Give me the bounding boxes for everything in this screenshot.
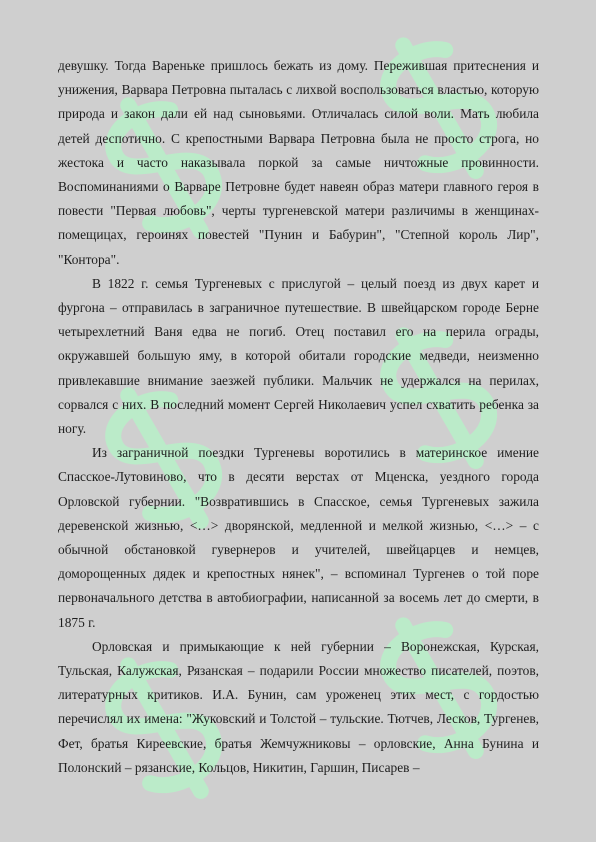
- paragraph: В 1822 г. семья Тургеневых с прислугой – целый поезд из двух карет и фургона – отправилась в заграничное путешествие. В швейцарском городе Берне четырехлетний Ваня едва не погиб. Отец поставил его на перила ограды, окружавшей большую яму, в которой обитали городские медведи, неизменно привлекавшие внимание заезжей публики. Мальчик не удержался на перилах, сорвался с них. В последний момент Сергей Николаевич успел схватить ребенка за ногу.: [58, 275, 539, 437]
- paragraph: Орловская и примыкающие к ней губернии – Воронежская, Курская, Тульская, Калужская, Рязанская – подарили России множество писателей, поэтов, литературных критиков. И.А. Бунин, сам уроженец этих мест, с гордостью перечислял их имена: "Жуковский и Толстой – тульские. Тютчев, Лесков, Тургенев, Фет, братья Киреевские, братья Жемчужниковы – орловские, Анна Бунина и Полонский – рязанские, Кольцов, Никитин, Гаршин, Писарев –: [58, 638, 539, 775]
- document-body: [58, 54, 539, 780]
- paragraph: девушку. Тогда Вареньке пришлось бежать из дому. Пережившая притеснения и унижения, Варвара Петровна пыталась с лихвой воспользоваться властью, которую природа и закон дали ей над сыновьями. Отличалась силой воли. Мать любила детей деспотично. С крепостными Варвара Петровна была не просто строга, но жестока и часто наказывала поркой за самые ничтожные провинности. Воспоминаниями о Варваре Петровне будет навеян образ матери главного героя в повести "Первая любовь", черты тургеневской матери различимы в женщинах-помещицах, героинях повестей "Пунин и Бабурин", "Степной король Лир", "Контора".: [58, 58, 539, 267]
- paragraph: Из заграничной поездки Тургеневы воротились в материнское имение Спасское-Лутовиново, что в десяти верстах от Мценска, уездного города Орловской губернии. "Возвратившись в Спасское, семья Тургеневых зажила деревенской жизнью, <…> дворянской, медленной и мелкой жизнью, <…> – с обычной обстановкой гувернеров и учителей, швейцарцев и немцев, доморощенных дядек и крепостных нянек", – вспоминал Тургенев о той поре первоначального детства в автобиографии, написанной за восемь лет до смерти, в 1875 г.: [58, 445, 539, 630]
